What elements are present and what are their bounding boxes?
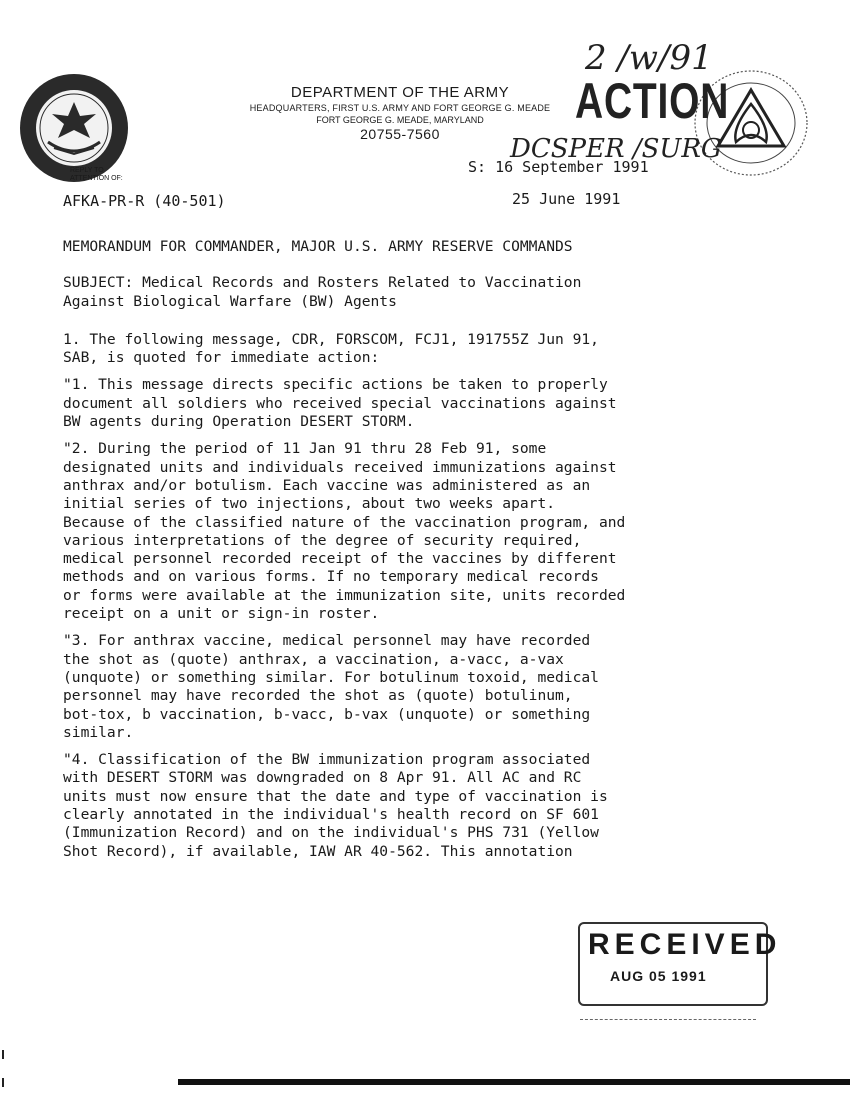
text-line: initial series of two injections, about two weeks apart. — [63, 495, 556, 513]
handwritten-routing-note: DCSPER /SURG — [510, 134, 722, 164]
text-line: with DESERT STORM was downgraded on 8 Apr 91. All AC and RC — [63, 769, 582, 787]
memo-body — [63, 238, 783, 861]
handwritten-date-note: 2 /w/91 — [585, 38, 713, 78]
text-line: "4. Classification of the BW immunization program associated — [63, 751, 591, 769]
text-line: "2. During the period of 11 Jan 91 thru 28 Feb 91, some — [63, 440, 547, 458]
received-stamp-date: AUG 05 1991 — [610, 968, 707, 984]
subject-line: Against Biological Warfare (BW) Agents — [63, 292, 397, 310]
text-line: or forms were available at the immunization site, units recorded — [63, 586, 626, 604]
action-stamp: ACTION — [575, 73, 730, 129]
text-line: receipt on a unit or sign-in roster. — [63, 605, 380, 623]
text-line: the shot as (quote) anthrax, a vaccination, a-vacc, a-vax — [63, 650, 564, 668]
reply-to-label: REPLY TO ATTENTION OF: — [70, 167, 123, 182]
text-line: similar. — [63, 723, 134, 741]
text-line: personnel may have recorded the shot as (quote) botulinum, — [63, 687, 573, 705]
text-line: (unquote) or something similar. For botulinum toxoid, medical — [63, 668, 599, 686]
text-line: units must now ensure that the date and type of vaccination is — [63, 787, 608, 805]
address-line: FORT GEORGE G. MEADE, MARYLAND — [316, 115, 484, 125]
memo-for-line: MEMORANDUM FOR COMMANDER, MAJOR U.S. ARMY RESERVE COMMANDS — [63, 238, 573, 255]
text-line: (Immunization Record) and on the individual's PHS 731 (Yellow — [63, 824, 599, 842]
text-line: methods and on various forms. If no temporary medical records — [63, 568, 599, 586]
margin-mark — [2, 1050, 5, 1090]
received-stamp — [578, 922, 782, 1006]
text-line: BW agents during Operation DESERT STORM. — [63, 413, 415, 431]
received-stamp-title: RECEIVED — [588, 928, 782, 961]
text-line: 1. The following message, CDR, FORSCOM, FCJ1, 191755Z Jun 91, — [63, 330, 599, 348]
text-line: "1. This message directs specific actions be taken to properly — [63, 376, 608, 394]
suspense-date: S: 16 September 1991 — [468, 158, 649, 176]
subject-block — [63, 274, 783, 311]
zip-code: 20755-7560 — [360, 126, 440, 142]
text-line: Because of the classified nature of the vaccination program, and — [63, 513, 626, 531]
scan-edge-bar — [178, 1079, 850, 1085]
text-line: medical personnel recorded receipt of the vaccines by different — [63, 550, 617, 568]
text-line: Shot Record), if available, IAW AR 40-562. This annotation — [63, 842, 573, 860]
text-line: SAB, is quoted for immediate action: — [63, 349, 380, 367]
quoted-paragraph-1 — [63, 376, 783, 431]
quoted-paragraph-2 — [63, 440, 783, 623]
text-line: "3. For anthrax vaccine, medical personnel may have recorded — [63, 632, 591, 650]
text-line: various interpretations of the degree of security required, — [63, 531, 582, 549]
quoted-paragraph-4 — [63, 751, 783, 861]
paragraph-1 — [63, 331, 783, 368]
text-line: designated units and individuals received immunizations against — [63, 458, 617, 476]
document-date: 25 June 1991 — [512, 190, 621, 208]
text-line: clearly annotated in the individual's health record on SF 601 — [63, 806, 599, 824]
subject-line: SUBJECT: Medical Records and Rosters Related to Vaccination — [63, 274, 582, 292]
quoted-paragraph-3 — [63, 632, 783, 742]
office-symbol: AFKA-PR-R (40-501) — [63, 192, 226, 210]
divider — [580, 1019, 756, 1020]
text-line: anthrax and/or botulism. Each vaccine was administered as an — [63, 476, 591, 494]
department-name: DEPARTMENT OF THE ARMY — [290, 84, 510, 101]
text-line: bot-tox, b vaccination, b-vacc, b-vax (unquote) or something — [63, 705, 591, 723]
text-line: document all soldiers who received special vaccinations against — [63, 394, 617, 412]
headquarters-line: HEADQUARTERS, FIRST U.S. ARMY AND FORT GEORGE G. MEADE — [249, 103, 551, 113]
